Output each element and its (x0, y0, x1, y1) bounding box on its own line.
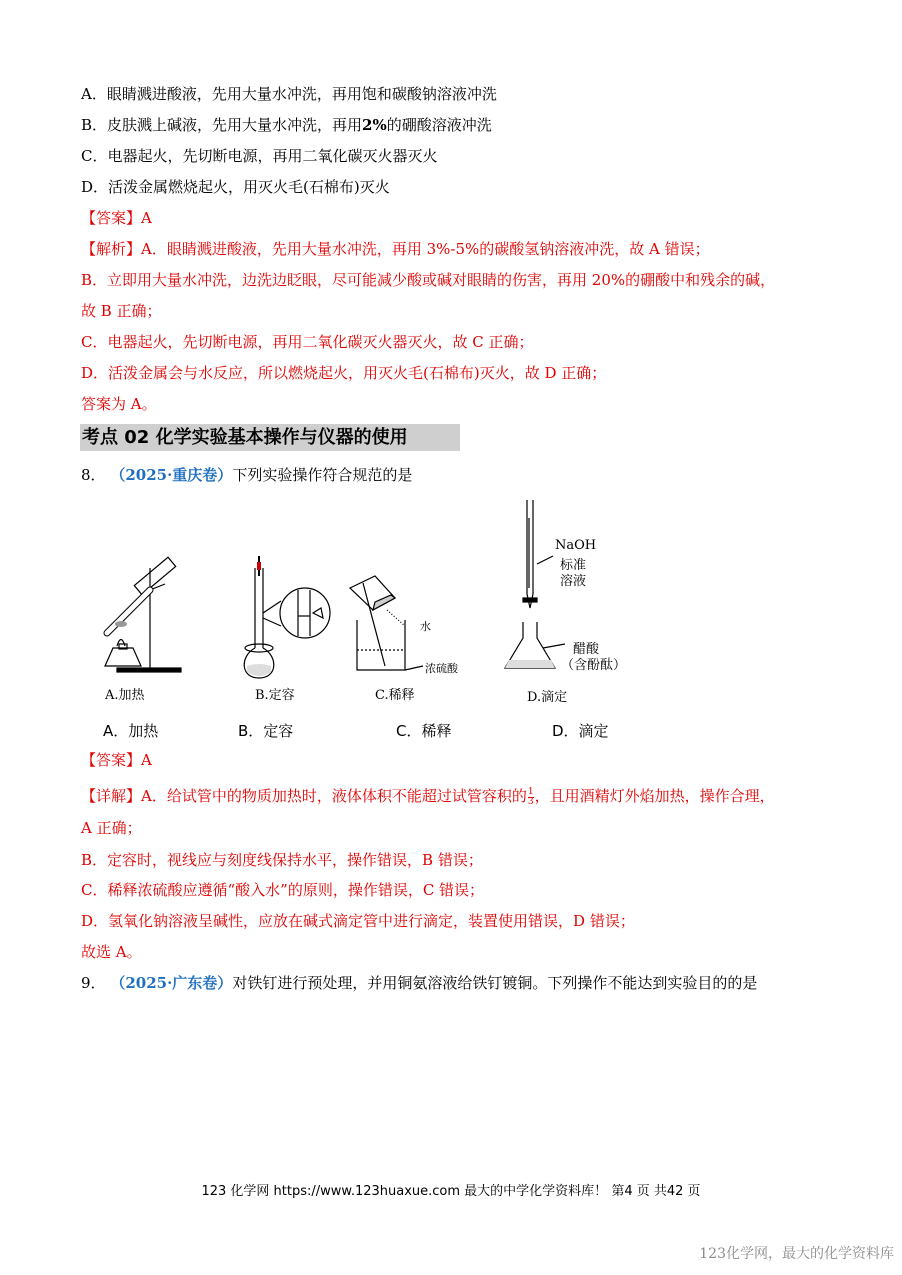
q8-option-c: C．稀释 (396, 722, 452, 740)
page-footer: 123 化学网 https://www.123huaxue.com 最大的中学化学资料库！ 第4 页 共42 页 (201, 1184, 701, 1199)
caption-a: A.加热 (105, 688, 145, 703)
q8-detail-line-1 (81, 786, 775, 807)
fraction-denominator: 3 (527, 796, 534, 807)
q8-option-d: D．滴定 (552, 722, 609, 740)
label-acetic-acid: 醋酸 (573, 642, 600, 657)
label-standard: 标准 (560, 558, 587, 573)
titration-apparatus-icon (505, 500, 565, 668)
dilution-beaker-icon (350, 576, 423, 670)
caption-d: D.滴定 (527, 690, 568, 705)
q7-answer: 【答案】A (81, 209, 152, 227)
q8-stem (81, 465, 412, 485)
q7-analysis-line-1: 【解析】A．眼睛溅进酸液，先用大量水冲洗，再用 3%-5%的碳酸氢钠溶液冲洗，故 A 错误； (81, 240, 710, 258)
apparatus-drawing (95, 498, 655, 710)
label-naoh: NaOH (555, 538, 597, 553)
q7-option-b-pre: B．皮肤溅上碱液，先用大量水冲洗，再用 (81, 116, 363, 134)
q9-stem-text: 对铁钉进行预处理，并用铜氨溶液给铁钉镀铜。下列操作不能达到实验目的的是 (232, 974, 758, 992)
caption-c: C.稀释 (375, 688, 415, 703)
q8-option-a: A．加热 (103, 722, 159, 740)
q8-detail-1-post: ，且用酒精灯外焰加热，操作合理， (534, 787, 775, 805)
section-heading: 考点 02 化学实验基本操作与仪器的使用 (80, 424, 460, 451)
label-solution: 溶液 (560, 574, 587, 589)
label-water: 水 (420, 620, 431, 633)
q7-analysis-line-5: D．活泼金属会与水反应，所以燃烧起火，用灭火毛(石棉布)灭火，故 D 正确； (81, 364, 607, 382)
fraction-one-third (528, 788, 534, 807)
q7-option-a: A．眼睛溅进酸液，先用大量水冲洗，再用饱和碳酸钠溶液冲洗 (81, 85, 497, 103)
volumetric-flask-icon (244, 556, 330, 678)
q8-detail-1-pre: 【详解】A．给试管中的物质加热时，液体体积不能超过试管容积的 (81, 787, 527, 805)
q8-detail-line-2: A 正确； (81, 819, 142, 837)
site-watermark: 123化学网，最大的化学资料库 (699, 1246, 894, 1262)
q7-analysis-line-6: 答案为 A。 (81, 395, 157, 413)
q8-detail-line-4: C．稀释浓硫酸应遵循“酸入水”的原则，操作错误，C 错误； (81, 881, 485, 899)
q7-analysis-line-2: B．立即用大量水冲洗，边洗边眨眼，尽可能减少酸或碱对眼睛的伤害，再用 20%的硼酸中和残余的碱， (81, 271, 776, 289)
q7-option-c: C．电器起火，先切断电源，再用二氧化碳灭火器灭火 (81, 147, 438, 165)
q8-number: 8． (81, 466, 106, 484)
q8-stem-text: 下列实验操作符合规范的是 (232, 466, 413, 484)
q7-option-b-percent: 2% (362, 116, 387, 134)
q8-source: （2025·重庆卷） (110, 466, 233, 484)
q8-detail-line-6: 故选 A。 (81, 943, 142, 961)
q8-answer: 【答案】A (81, 751, 152, 769)
q9-number: 9． (81, 974, 106, 992)
fraction-numerator: 1 (527, 786, 534, 797)
q8-detail-line-3: B．定容时，视线应与刻度线保持水平，操作错误，B 错误； (81, 851, 483, 869)
q7-option-b (81, 115, 492, 135)
label-phenolphthalein: （含酚酞） (561, 658, 627, 673)
q7-analysis-line-3: 故 B 正确； (81, 302, 162, 320)
q7-option-b-post: 的硼酸溶液冲洗 (386, 116, 492, 134)
q7-option-d: D．活泼金属燃烧起火，用灭火毛(石棉布)灭火 (81, 178, 390, 196)
q8-option-b: B．定容 (238, 722, 294, 740)
heating-apparatus-icon (105, 557, 181, 672)
q8-detail-line-5: D．氢氧化钠溶液呈碱性，应放在碱式滴定管中进行滴定，装置使用错误，D 错误； (81, 912, 635, 930)
label-conc-sulfuric-acid: 浓硫酸 (425, 662, 458, 675)
caption-b: B.定容 (255, 688, 295, 703)
q8-apparatus-figure (95, 498, 655, 710)
q9-stem (81, 973, 757, 993)
q9-source: （2025·广东卷） (110, 974, 233, 992)
q7-analysis-line-4: C．电器起火，先切断电源，再用二氧化碳灭火器灭火，故 C 正确； (81, 333, 534, 351)
